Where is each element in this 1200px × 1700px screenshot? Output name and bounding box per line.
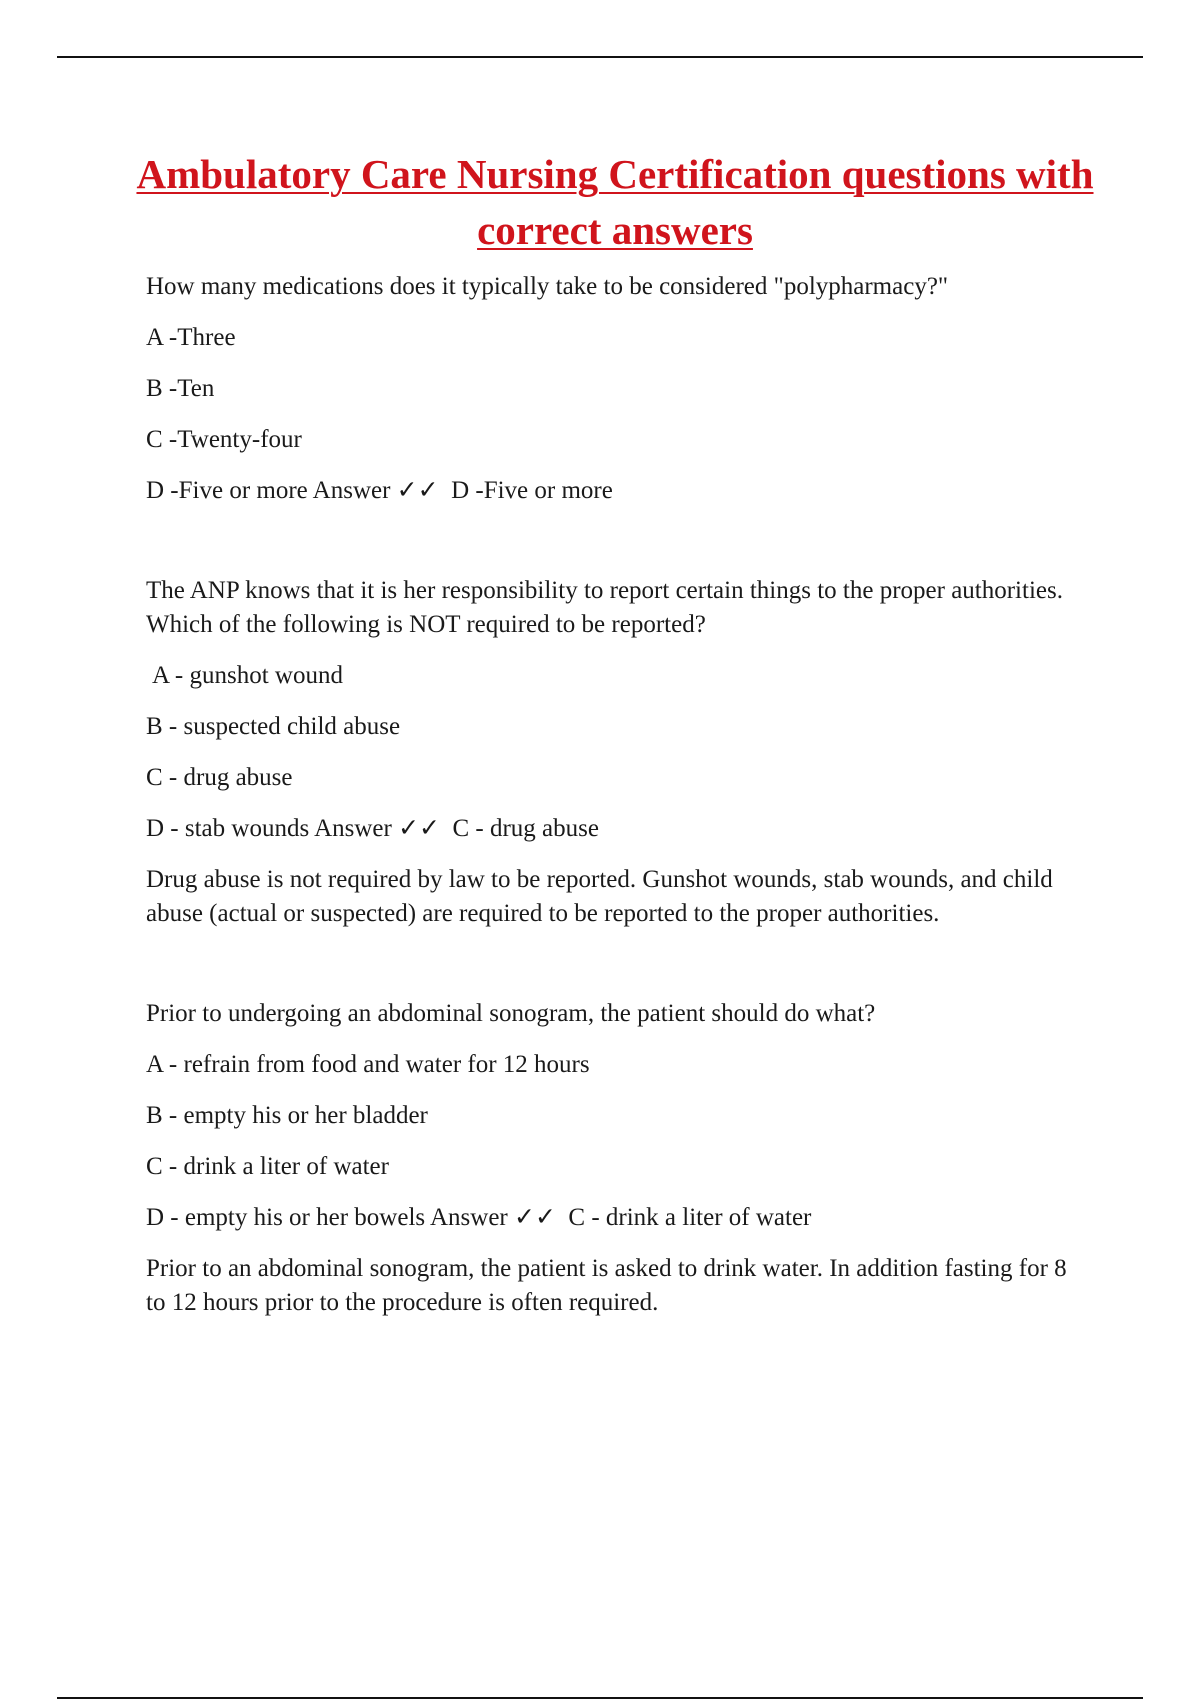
option-d: D - stab wounds xyxy=(146,815,310,842)
question-text: Prior to undergoing an abdominal sonogram, the patient should do what? xyxy=(146,1000,876,1027)
option-b: B - suspected child abuse xyxy=(146,713,401,740)
answer-label: Answer ✓✓ xyxy=(312,477,439,504)
option-a: A - refrain from food and water for 12 hours xyxy=(146,1051,590,1078)
correct-answer: D -Five or more xyxy=(451,477,613,504)
explanation-text: Drug abuse is not required by law to be reported. Gunshot wounds, stab wounds, and child abuse (actual or suspected) are required to be reported to the proper authorities. xyxy=(146,866,1060,927)
bottom-rule xyxy=(57,1697,1143,1699)
question-text: The ANP knows that it is her responsibility to report certain things to the proper authorities. Which of the following is NOT required to be reported? xyxy=(146,577,1069,638)
option-b: B - empty his or her bladder xyxy=(146,1102,428,1129)
explanation-text: Prior to an abdominal sonogram, the patient is asked to drink water. In addition fasting for 8 to 12 hours prior to the procedure is often required. xyxy=(146,1255,1073,1316)
page-title: Ambulatory Care Nursing Certification questions with correct answers xyxy=(136,151,1094,253)
question-block-2 xyxy=(146,574,1086,931)
answer-label: Answer ✓✓ xyxy=(430,1204,556,1231)
option-d: D -Five or more xyxy=(146,477,308,504)
option-d-answer-line xyxy=(146,812,1086,846)
option-c: C -Twenty-four xyxy=(146,426,302,453)
question-block-1 xyxy=(146,270,1086,508)
option-d-answer-line xyxy=(146,474,1086,508)
question-text: How many medications does it typically take to be considered "polypharmacy?" xyxy=(146,273,949,300)
correct-answer: C - drug abuse xyxy=(452,815,599,842)
option-c: C - drink a liter of water xyxy=(146,1153,389,1180)
option-d: D - empty his or her bowels xyxy=(146,1204,426,1231)
answer-label: Answer ✓✓ xyxy=(314,815,440,842)
option-a: A - gunshot wound xyxy=(152,662,343,689)
option-d-answer-line xyxy=(146,1201,1086,1235)
correct-answer: C - drink a liter of water xyxy=(568,1204,812,1231)
qa-content xyxy=(146,270,1086,1320)
option-b: B -Ten xyxy=(146,375,215,402)
option-a: A -Three xyxy=(146,324,236,351)
question-block-3 xyxy=(146,997,1086,1320)
top-rule xyxy=(57,56,1143,58)
option-c: C - drug abuse xyxy=(146,764,293,791)
